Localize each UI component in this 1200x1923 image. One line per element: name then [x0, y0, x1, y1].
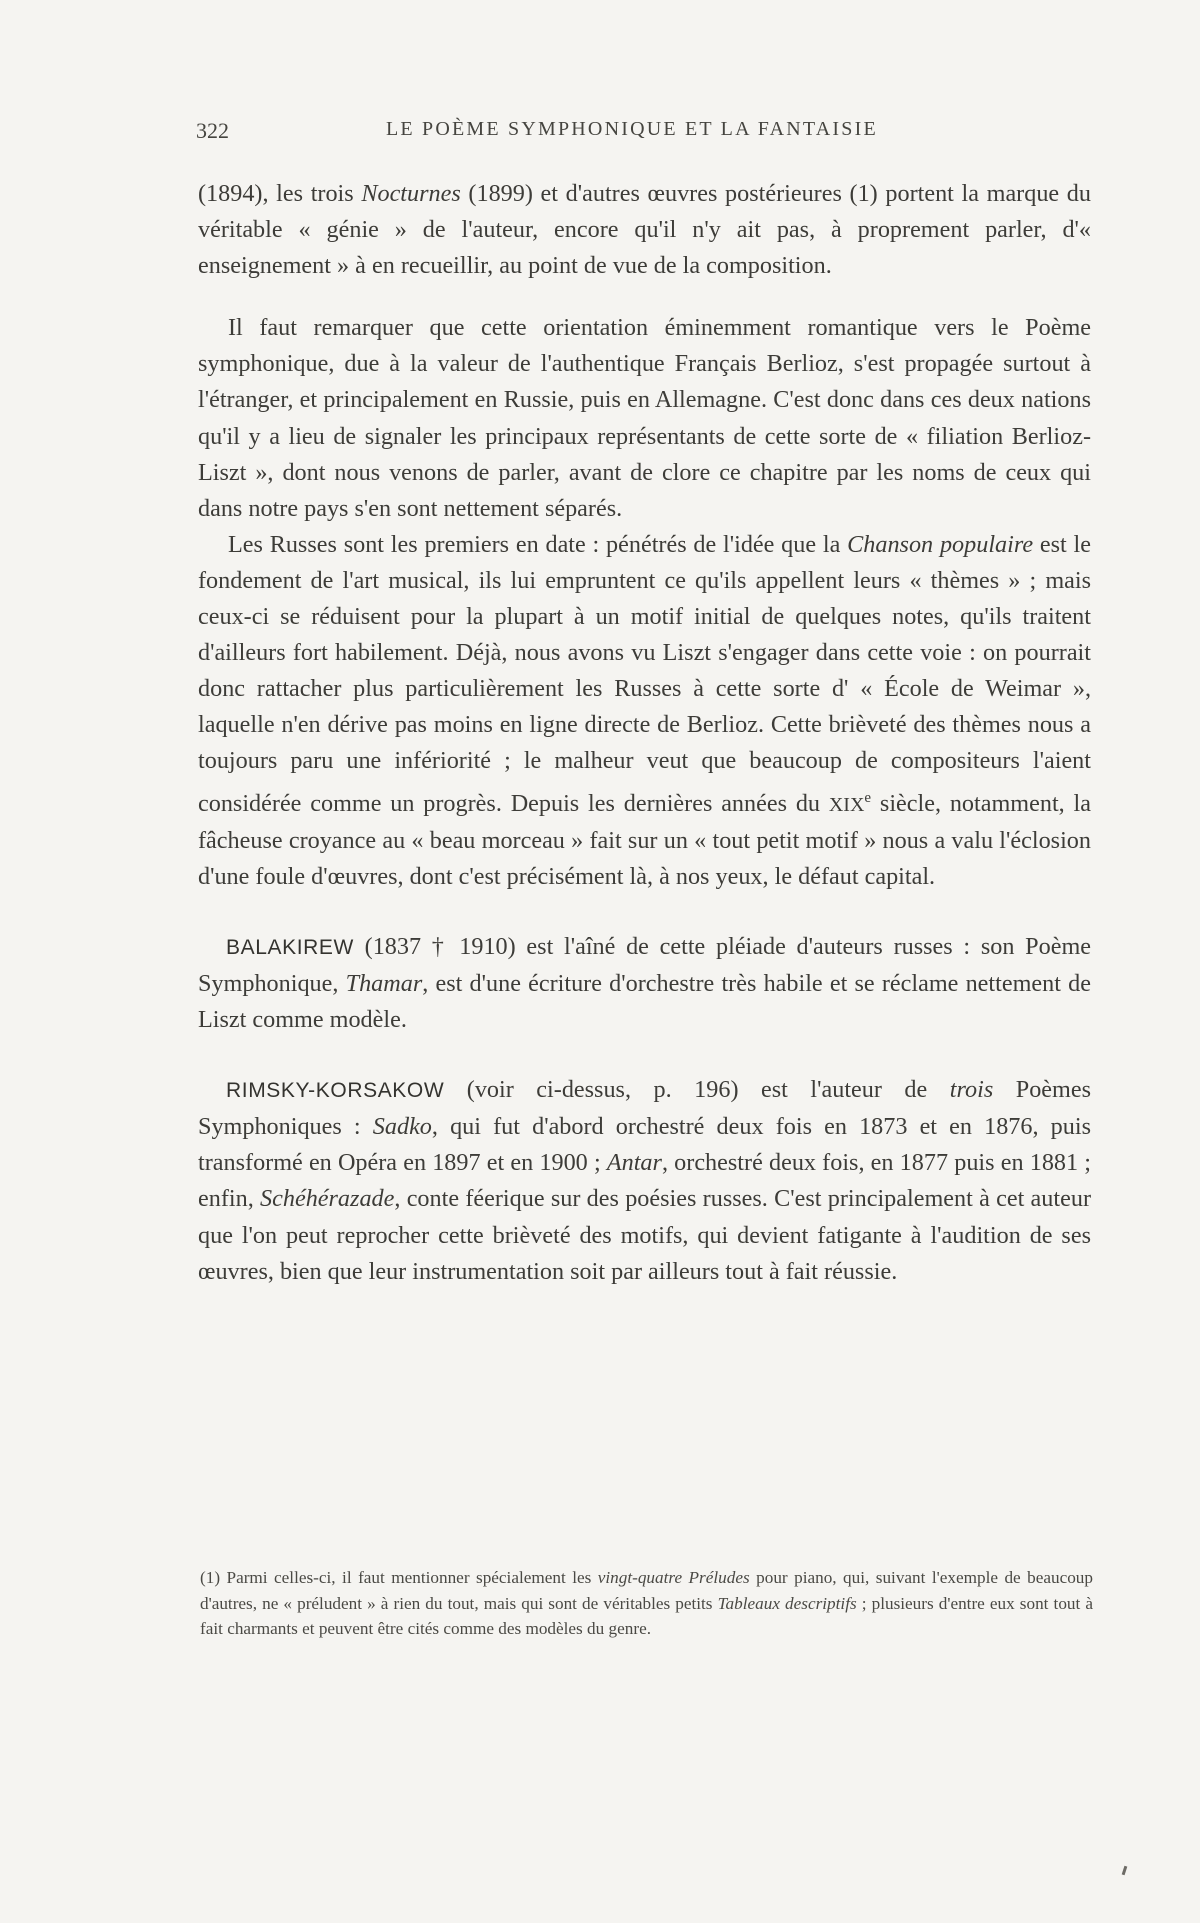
- text-run: , qui fut d'abord orchestré deux fois en 1873 et en 1876, puis transformé en Opéra en 1897 et en 1900 ;: [198, 1113, 1091, 1177]
- work-title: Tableaux descriptifs: [717, 1593, 857, 1613]
- footnote: [200, 1565, 1093, 1642]
- work-title: Nocturnes: [361, 180, 461, 207]
- text-run: pour piano, qui, suivant l'exemple de beaucoup d'autres, ne « préludent » à rien du tout, mais qui sont de véritables petits: [200, 1568, 1093, 1613]
- running-title: LE POÈME SYMPHONIQUE ET LA FANTAISIE: [386, 118, 878, 140]
- footnote-text: [200, 1565, 1093, 1642]
- century-numeral: XIX: [828, 793, 865, 816]
- text-run: , conte féerique sur des poésies russes. C'est principalement à cet auteur que l'on peut reprocher cette brièveté des motifs, qui devient fatigante à l'audition de ses œuvres, bien que leur instrumentation soit par ailleurs tout à fait réussie.: [198, 1185, 1091, 1285]
- text-run: Les Russes sont les premiers en date : pénétrés de l'idée que la: [228, 530, 848, 558]
- entry-balakirew: [198, 929, 1091, 1038]
- text-run: est le fondement de l'art musical, ils lui empruntent ce qu'ils appellent leurs « thèmes » ; mais ceux-ci se réduisent pour la plupart à un motif initial de quelques notes, qu'ils traitent d'ailleurs fort habilement. Déjà, nous avons vu Liszt s'engager dans cette voie : on pourrait donc rattacher plus particulièrement les Russes à cette sorte d' « École de Weimar », laquelle n'en dérive pas moins en ligne directe de Berlioz. Cette brièveté des thèmes nous a toujours paru une infériorité ; le malheur veut que beaucoup de compositeurs l'aient considérée comme un progrès. Depuis les dernières années du: [198, 530, 1092, 817]
- composer-name: BALAKIREW: [226, 935, 354, 959]
- text-run: ; plusieurs d'entre eux sont tout à fait charmants et peuvent être cités comme des modèles du genre.: [200, 1593, 1093, 1638]
- text-run: (1899) et d'autres œuvres postérieures (1) portent la marque du véritable « génie » de l'auteur, encore qu'il n'y ait pas, à proprement parler, d'« enseignement » à en recueillir, au point de vue de la composition.: [198, 180, 1091, 280]
- work-title: Schéhérazade: [260, 1185, 395, 1213]
- work-title: Antar: [606, 1149, 662, 1177]
- emphasis-text: trois: [949, 1076, 994, 1104]
- work-title: vingt-quatre Préludes: [597, 1568, 750, 1587]
- text-run: siècle, notamment, la fâcheuse croyance au « beau morceau » fait sur un « tout petit motif » nous a valu l'éclosion d'une foule d'œuvres, dont c'est précisément là, à nos yeux, le défaut capital.: [198, 789, 1091, 890]
- work-title: Thamar: [345, 969, 423, 997]
- paragraph-continuation: [198, 176, 1091, 284]
- text-run: (1894), les trois: [198, 180, 362, 207]
- composer-name: RIMSKY-KORSAKOW: [226, 1079, 445, 1103]
- ink-speck: [1122, 1866, 1128, 1875]
- entry-rimsky-korsakow: [198, 1072, 1091, 1290]
- text-run: , orchestré deux fois, en 1877 puis en 1881 ; enfin,: [198, 1149, 1091, 1213]
- text-run: , est d'une écriture d'orchestre très habile et se réclame nettement de Liszt comme modèle.: [198, 969, 1091, 1034]
- superscript: e: [864, 789, 872, 806]
- paragraph-russes: [198, 527, 1091, 895]
- page-header: [196, 118, 1096, 150]
- work-title: Sadko: [372, 1113, 432, 1141]
- page-number: 322: [196, 118, 229, 143]
- text-run: (1) Parmi celles-ci, il faut mentionner spécialement les: [200, 1568, 598, 1587]
- text-run: (1837 † 1910) est l'aîné de cette pléiade d'auteurs russes : son Poème Symphonique,: [198, 932, 1091, 997]
- text-run: (voir ci-dessus, p. 196) est l'auteur de: [444, 1076, 950, 1104]
- paragraph-orientation: Il faut remarquer que cette orientation éminemment romantique vers le Poème symphonique, due à la valeur de l'authentique Français Berlioz, s'est propagée surtout à l'étranger, et principalement en Russie, puis en Allemagne. C'est donc dans ces deux nations qu'il y a lieu de signaler les principaux représentants de cette sorte de « filiation Berlioz-Liszt », dont nous venons de parler, avant de clore ce chapitre par les noms de ceux qui dans notre pays s'en sont nettement séparés.: [198, 314, 1091, 522]
- body-text: [198, 176, 1091, 1290]
- text-run: Poèmes Symphoniques :: [198, 1076, 1092, 1141]
- emphasis-text: Chanson populaire: [847, 530, 1034, 558]
